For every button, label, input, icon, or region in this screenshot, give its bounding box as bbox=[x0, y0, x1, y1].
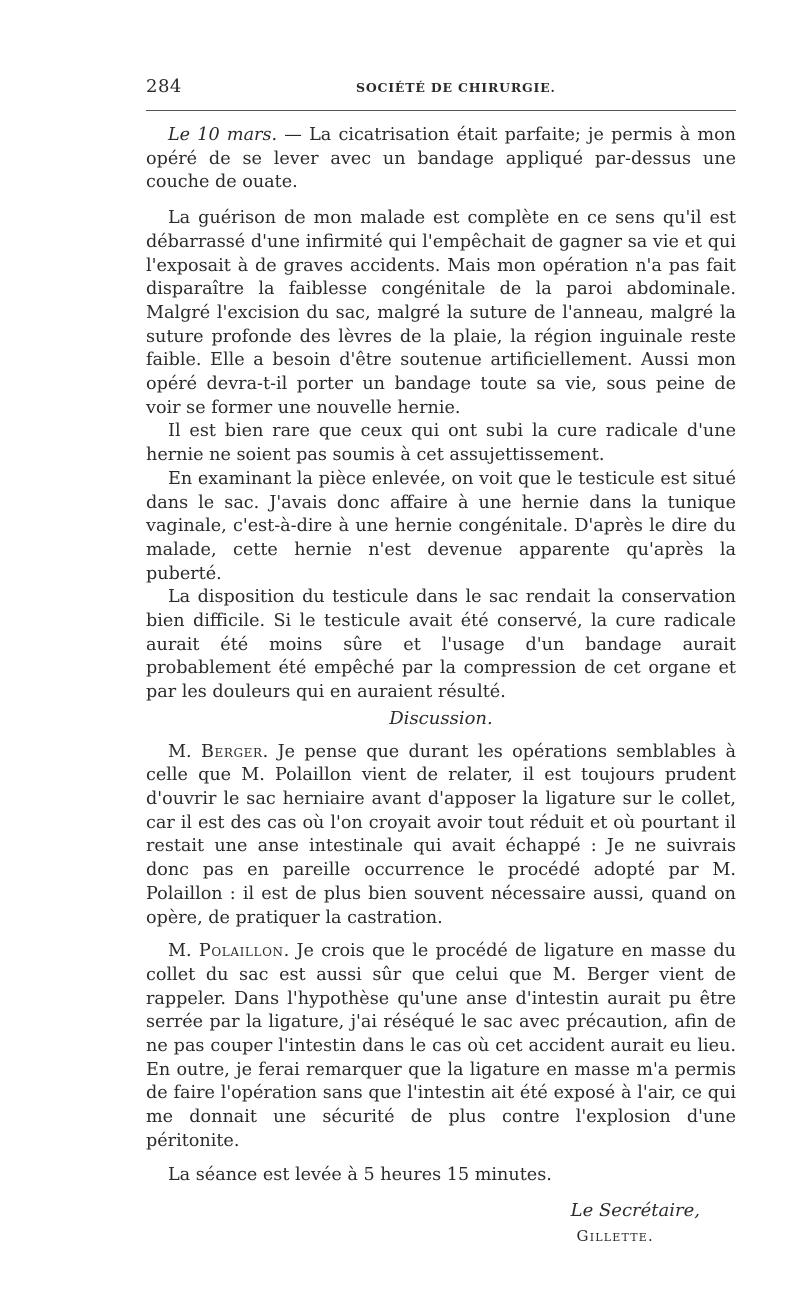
speech-berger bbox=[146, 741, 736, 931]
body-text bbox=[146, 124, 736, 1249]
speech-polaillon bbox=[146, 940, 736, 1153]
paragraph: En examinant la pièce enlevée, on voit que le testicule est situé dans le sac. J'avais donc affaire à une hernie dans la tunique vaginale, c'est-à-dire à une hernie congénitale. D'après le dire du malade, cette hernie n'est devenue apparente qu'après la puberté. bbox=[146, 468, 736, 584]
paragraph: La disposition du testicule dans le sac rendait la conservation bien difficile. Si le testicule avait été conservé, la cure radicale aurait été moins sûre et l'usage d'un bandage aurait probablement été empêché par la compression de cet organe et par les douleurs qui en auraient résulté. bbox=[146, 587, 736, 703]
paragraph: Il est bien rare que ceux qui ont subi la cure radicale d'une hernie ne soient pas soumis à cet assujettissement. bbox=[146, 421, 736, 466]
speech-text: . Je crois que le procédé de ligature en masse du collet du sac est aussi sûr que celui que M. Berger vient de rappeler. Dans l'hypothèse qu'une anse d'intestin aurait pu être serrée par la ligature, j'ai réséqué le sac avec précaution, afin de ne pas couper l'intestin dans le cas où cet accident aurait eu lieu. En outre, je ferai remarquer que la ligature en masse m'a permis de faire l'opération sans que l'intestin ait été exposé à l'air, ce qui me donnait une sécurité de plus contre l'explosion d'une péritonite. bbox=[146, 941, 736, 1151]
paragraph-text: — La cicatrisation était parfaite; je permis à mon opéré de se lever avec un bandage appliqué par-dessus une couche de ouate. bbox=[146, 125, 736, 193]
speaker-name: Polaillon bbox=[198, 941, 284, 962]
signature-name: Gillette. bbox=[576, 1226, 654, 1245]
header-rule bbox=[146, 110, 736, 111]
speech-text: . Je pense que durant les opérations semblables à celle que M. Polaillon vient de relater, il est toujours prudent d'ouvrir le sac herniaire avant d'apposer la ligature sur le collet, car il est des cas où l'on croyait avoir tout réduit et où pourtant il restait une anse intestinale qui avait échappé : Je ne suivrais donc pas en pareille occurrence le procédé adopté par M. Polaillon : il est de plus bien souvent nécessaire aussi, quand on opère, de pratiquer la castration. bbox=[146, 741, 736, 928]
page-number: 284 bbox=[146, 76, 182, 97]
closing-line: La séance est levée à 5 heures 15 minutes. bbox=[168, 1164, 552, 1185]
date-lead: Le 10 mars. bbox=[168, 125, 278, 145]
paragraph-opening bbox=[146, 124, 736, 195]
page-header bbox=[146, 74, 736, 102]
speaker-name: Berger bbox=[200, 741, 263, 762]
speaker-prefix: M. bbox=[168, 941, 199, 962]
section-title: Discussion. bbox=[389, 707, 493, 729]
signature-block bbox=[146, 1199, 736, 1248]
signature-title: Le Secrétaire, bbox=[570, 1200, 700, 1222]
running-head: SOCIÉTÉ DE CHIRURGIE. bbox=[356, 80, 556, 95]
paragraph: La guérison de mon malade est complète en ce sens qu'il est débarrassé d'une infirmité qui l'empêchait de gagner sa vie et qui l'exposait à de graves accidents. Mais mon opération n'a pas fait disparaître la faiblesse congénitale de la paroi abdominale. Malgré l'excision du sac, malgré la suture de l'anneau, malgré la suture profonde des lèvres de la plaie, la région inguinale reste faible. Elle a besoin d'être soutenue artificiellement. Aussi mon opéré devra-t-il porter un bandage toute sa vie, sous peine de voir se former une nouvelle hernie. bbox=[146, 208, 736, 418]
speaker-prefix: M. bbox=[168, 741, 201, 762]
